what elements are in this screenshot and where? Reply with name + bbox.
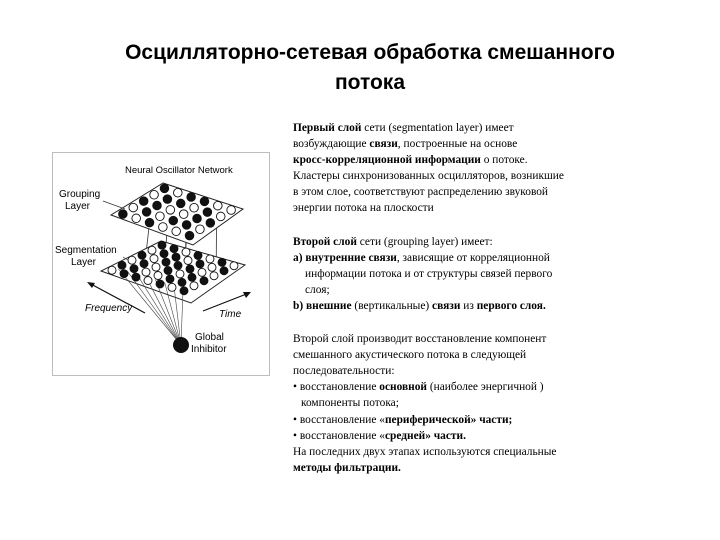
segmentation-oscillator [120, 270, 128, 278]
segmentation-oscillator [198, 268, 206, 276]
segmentation-oscillator [200, 277, 208, 285]
p1-line-2-a: возбуждающие [293, 138, 370, 151]
segmentation-oscillator [182, 248, 190, 256]
p2-line-2-a: a) [293, 251, 306, 264]
segmentation-oscillator [174, 262, 182, 270]
paragraph-first-layer [293, 120, 633, 217]
segmentation-oscillator [118, 261, 126, 269]
paragraph-second-layer [293, 234, 633, 314]
segmentation-oscillator [196, 260, 204, 268]
p1-line-1-rest: сети (segmentation layer) имеет [361, 122, 514, 134]
grouping-oscillator [176, 199, 185, 208]
p3-line-4 [293, 379, 633, 395]
segmentation-oscillator [178, 278, 186, 286]
p1-line-3-rest: о потоке. [480, 154, 528, 167]
segmentation-oscillator [170, 245, 178, 253]
grouping-oscillator [142, 208, 151, 217]
segmentation-oscillator [230, 262, 238, 270]
segmentation-oscillator [172, 253, 180, 261]
p3-line-8: На последних двух этапах используются специальные [293, 445, 557, 458]
p2-line-3: информации потока и от структуры связей первого [305, 267, 553, 280]
segmentation-oscillator [162, 258, 170, 266]
segmentation-oscillator [152, 263, 160, 271]
grouping-oscillator [216, 212, 225, 221]
oscillator-network-figure [52, 152, 270, 376]
grouping-label-1: Grouping [59, 189, 101, 200]
p3-line-9 [293, 460, 633, 476]
p2-line-5-b3: первого слоя. [476, 299, 546, 312]
p1-line-1 [293, 120, 633, 136]
frequency-label: Frequency [85, 303, 133, 314]
p2-line-2-bold: внутренние связи [305, 251, 397, 264]
grouping-oscillator [179, 210, 188, 219]
p3-line-7 [293, 428, 633, 444]
page-title [60, 38, 680, 98]
segmentation-oscillator [156, 280, 164, 288]
grouping-oscillator [150, 190, 159, 199]
p2-line-5-e: из [460, 299, 477, 312]
segmentation-oscillator [208, 263, 216, 271]
grouping-oscillator [174, 188, 183, 197]
inhibitor-label-1: Global [195, 332, 224, 343]
segmentation-oscillator [168, 283, 176, 291]
network-diagram [53, 153, 271, 377]
segmentation-oscillator [220, 267, 228, 275]
grouping-oscillator [156, 212, 165, 221]
segmentation-oscillator [108, 266, 116, 274]
segmentation-oscillator [132, 273, 140, 281]
p3-line-3: последовательности: [293, 365, 395, 378]
segmentation-oscillator [180, 287, 188, 295]
grouping-leader-line [103, 201, 125, 209]
p3-line-4-a: • восстановление [293, 381, 380, 394]
grouping-oscillator [160, 184, 169, 193]
grouping-oscillator [145, 218, 154, 227]
global-inhibitor-node [173, 337, 189, 353]
segmentation-oscillator [150, 255, 158, 263]
p2-line-2 [293, 250, 633, 266]
network-label: Neural Oscillator Network [125, 165, 233, 176]
segmentation-oscillator [184, 257, 192, 265]
p3-line-6-a: • восстановление « [293, 413, 385, 426]
p1-line-6: энергии потока на плоскости [293, 202, 434, 215]
description-text [293, 120, 633, 493]
title-line-2: потока [334, 71, 405, 94]
p1-line-3-bold: кросс-корреляционной информации [293, 154, 481, 167]
p2-line-5 [293, 298, 633, 314]
grouping-oscillator [166, 206, 175, 215]
grouping-oscillator [193, 214, 202, 223]
grouping-oscillator [206, 219, 215, 228]
p3-line-6-bold: периферической» части; [384, 413, 513, 426]
p3-line-9-bold: методы фильтрации. [293, 461, 401, 474]
grouping-oscillator [172, 227, 181, 236]
segmentation-oscillator [130, 265, 138, 273]
grouping-oscillator [187, 193, 196, 202]
segmentation-oscillator [188, 273, 196, 281]
p1-line-5: в этом слое, соответствуют распределению звуковой [293, 186, 549, 199]
time-label: Time [219, 309, 242, 320]
grouping-oscillator [196, 225, 205, 234]
grouping-oscillator [132, 214, 141, 223]
grouping-oscillator [169, 216, 178, 225]
p1-line-3 [293, 152, 633, 168]
p2-line-2-c: , зависящие от корреляционной [396, 251, 550, 264]
title-line-1: Осцилляторно-сетевая обработка смешанного [125, 41, 615, 64]
segmentation-oscillator [164, 267, 172, 275]
segmentation-oscillator [142, 268, 150, 276]
grouping-oscillator [119, 210, 128, 219]
grouping-oscillator [203, 208, 212, 217]
segmentation-oscillator [190, 282, 198, 290]
p2-line-5-b1: внешние [305, 299, 352, 312]
grouping-oscillator [139, 197, 148, 206]
segmentation-label-2: Layer [71, 257, 97, 268]
segmentation-oscillator [218, 258, 226, 266]
grouping-label-2: Layer [65, 201, 91, 212]
p2-line-5-a: b) [293, 299, 306, 312]
p2-line-5-c: (вертикальные) [351, 299, 433, 312]
grouping-oscillator [200, 197, 209, 206]
segmentation-oscillator [206, 255, 214, 263]
grouping-oscillator [153, 201, 162, 210]
grouping-oscillator [129, 203, 138, 212]
segmentation-oscillator [148, 246, 156, 254]
segmentation-oscillator [138, 251, 146, 259]
second-layer-term: Второй слой [293, 235, 357, 248]
p3-line-6 [293, 412, 633, 428]
p2-line-5-b2: связи [432, 299, 461, 312]
grouping-oscillator [185, 231, 194, 240]
segmentation-oscillator [144, 277, 152, 285]
grouping-oscillator [190, 203, 199, 212]
segmentation-oscillator [158, 241, 166, 249]
p3-line-2: смешанного акустического потока в следующей [293, 349, 527, 362]
segmentation-oscillator [154, 272, 162, 280]
grouping-oscillator [182, 221, 191, 230]
inhibitor-label-2: Inhibitor [191, 344, 227, 355]
p3-line-7-a: • восстановление « [293, 429, 385, 442]
grouping-oscillator [163, 195, 172, 204]
p1-line-2 [293, 136, 633, 152]
p1-line-2-bold: связи [369, 138, 398, 151]
p3-line-4-bold: основной [379, 381, 427, 394]
segmentation-oscillator [210, 272, 218, 280]
segmentation-oscillator [186, 265, 194, 273]
grouping-oscillator [159, 223, 168, 232]
p2-line-4: слоя; [305, 283, 330, 296]
p3-line-1: Второй слой производит восстановление компонент [293, 333, 547, 346]
grouping-oscillator [214, 201, 223, 210]
segmentation-oscillator [128, 256, 136, 264]
segmentation-oscillator [160, 250, 168, 258]
p3-line-7-bold: средней» части. [384, 429, 466, 442]
segmentation-oscillator [166, 275, 174, 283]
grouping-oscillator [227, 206, 236, 215]
p3-line-4-c: (наиболее энергичной ) [426, 381, 544, 394]
segmentation-oscillator [176, 270, 184, 278]
p3-line-5: компоненты потока; [301, 397, 399, 410]
p2-line-1 [293, 234, 633, 250]
segmentation-oscillator [194, 252, 202, 260]
p1-line-4: Кластеры синхронизованных осцилляторов, возникшие [293, 170, 564, 183]
paragraph-restoration [293, 331, 633, 476]
p2-line-1-rest: сети (grouping layer) имеет: [356, 235, 493, 248]
segmentation-label-1: Segmentation [55, 245, 117, 256]
p1-line-2-c: , построенные на основе [397, 138, 518, 151]
segmentation-oscillator [140, 260, 148, 268]
first-layer-term: Первый слой [293, 122, 362, 134]
